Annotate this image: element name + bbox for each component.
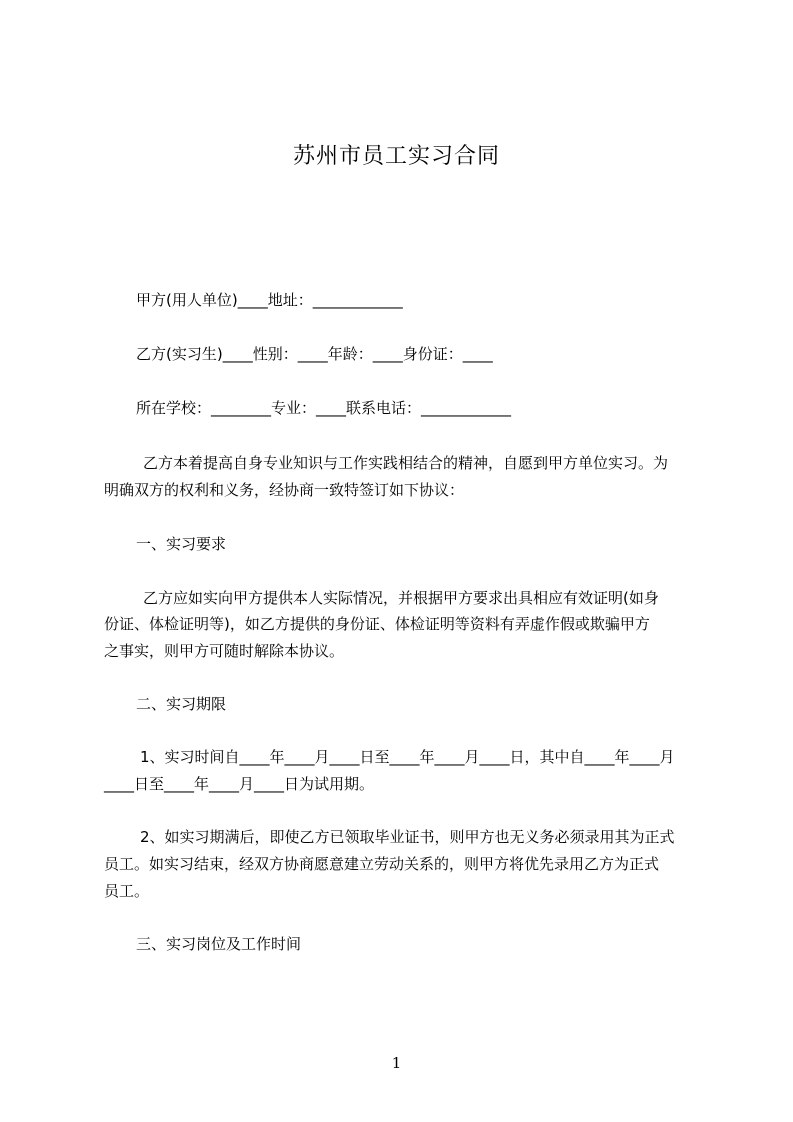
period-clause-1-line-2: ____日至____年____月____日为试用期。 [104, 775, 375, 793]
requirements-line-3: 之事实，则甲方可随时解除本协议。 [104, 642, 345, 660]
section-heading-3: 三、实习岗位及工作时间 [136, 935, 302, 953]
section-heading-2: 二、实习期限 [136, 695, 227, 713]
requirements-line-2: 份证、体检证明等)，如乙方提供的身份证、体检证明等资料有弄虚作假或欺骗甲方 [104, 615, 650, 633]
section-heading-1: 一、实习要求 [136, 535, 227, 553]
period-clause-2-line-2: 员工。如实习结束，经双方协商愿意建立劳动关系的，则甲方将优先录用乙方为正式 [104, 855, 660, 873]
party-b-line: 乙方(实习生)____性别：____年龄：____身份证：____ [136, 345, 493, 363]
intro-paragraph-line-1: 乙方本着提高自身专业知识与工作实践相结合的精神，自愿到甲方单位实习。为 [143, 454, 669, 472]
period-clause-2-line-3: 员工。 [104, 882, 150, 900]
period-clause-2-line-1: 2、如实习期满后，即使乙方已领取毕业证书，则甲方也无义务必须录用其为正式 [140, 828, 675, 846]
document-title: 苏州市员工实习合同 [292, 144, 500, 169]
requirements-line-1: 乙方应如实向甲方提供本人实际情况，并根据甲方要求出具相应有效证明(如身 [143, 589, 659, 607]
school-line: 所在学校：________专业：____联系电话：____________ [136, 399, 512, 417]
party-a-line: 甲方(用人单位)____地址：____________ [136, 291, 403, 309]
intro-paragraph-line-2: 明确双方的权利和义务，经协商一致特签订如下协议： [104, 481, 465, 499]
page-number: 1 [391, 1054, 402, 1072]
period-clause-1-line-1: 1、实习时间自____年____月____日至____年____月____日，其中自____年____月 [140, 748, 675, 766]
